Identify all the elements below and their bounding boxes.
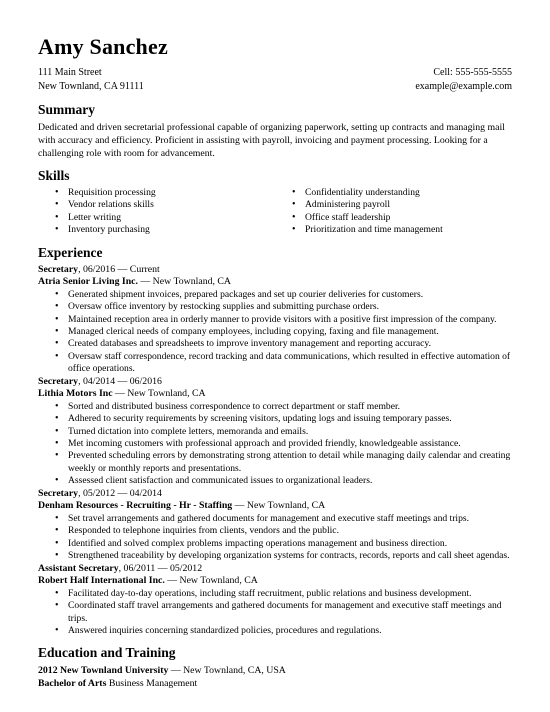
job-title: Assistant Secretary [38, 562, 119, 574]
job-dates: , 06/2016 — Current [78, 263, 160, 275]
job-bullet: • Sorted and distributed business correspondence to correct department or staff member. [38, 401, 512, 413]
job-title-line [38, 376, 512, 389]
job-title-line [38, 563, 512, 576]
job-entry [38, 264, 512, 376]
skill-item: • Vendor relations skills [38, 199, 275, 211]
education-school-line [38, 664, 512, 677]
degree-name: Bachelor of Arts [38, 678, 107, 690]
job-bullet: • Coordinated staff travel arrangements and gathered documents for management and executive staff meetings and trips. [38, 600, 512, 625]
skill-item: • Letter writing [38, 212, 275, 224]
job-entry [38, 376, 512, 488]
job-title: Secretary [38, 375, 79, 387]
skill-item: • Prioritization and time management [275, 224, 512, 236]
job-bullet: • Turned dictation into complete letters, memoranda and emails. [38, 426, 512, 438]
job-bullet: • Maintained reception area in orderly manner to provide visitors with a positive first impression of the company. [38, 314, 512, 326]
skills-list [38, 187, 512, 237]
contact-info [415, 66, 512, 94]
job-bullet: • Oversaw staff correspondence, record tracking and data communications, which resulted in effective automation of office operations. [38, 351, 512, 376]
phone-number: Cell: 555-555-5555 [433, 67, 512, 78]
education-degree-line [38, 677, 512, 690]
job-bullet: • Generated shipment invoices, prepared packages and set up courier deliveries for customers. [38, 289, 512, 301]
company-location: — New Townland, CA [164, 575, 258, 587]
job-bullet: • Strengthened traceability by developing organization systems for contracts, records, reports and call sheet agendas. [38, 550, 512, 562]
job-bullet: • Assessed client satisfaction and communicated issues to organizational leaders. [38, 475, 512, 487]
applicant-name: Amy Sanchez [38, 34, 168, 59]
street-address: 111 Main Street [38, 67, 102, 78]
job-bullets [38, 401, 512, 488]
job-bullet: • Managed clerical needs of company employees, including copying, faxing and file management. [38, 326, 512, 338]
job-bullet: • Prevented scheduling errors by demonstrating strong attention to detail while managing daily calendar and creating weekly or monthly reports and presentations. [38, 450, 512, 475]
city-address: New Townland, CA 91111 [38, 81, 144, 92]
skill-item: • Administering payroll [275, 199, 512, 211]
job-bullets [38, 588, 512, 638]
company-name: Denham Resources - Recruiting - Hr - Staffing [38, 500, 233, 512]
email-address: example@example.com [415, 81, 512, 92]
company-name: Robert Half International Inc. [38, 575, 165, 587]
skills-heading: Skills [38, 168, 70, 183]
job-bullets [38, 513, 512, 563]
job-company-line [38, 276, 512, 289]
job-bullet: • Facilitated day-to-day operations, including staff recruitment, public relations and business development. [38, 588, 512, 600]
company-name: Atria Senior Living Inc. [38, 276, 138, 288]
degree-field: Business Management [106, 678, 198, 690]
summary-text: Dedicated and driven secretarial professional capable of organizing paperwork, setting up contracts and managing mail with accuracy and efficiency. Proficient in assisting with payroll, invoicing and payment processing. Looking for a challenging role with room for advancement. [38, 122, 505, 159]
job-title-line [38, 488, 512, 501]
job-dates: , 05/2012 — 04/2014 [78, 487, 162, 499]
education-heading: Education and Training [38, 645, 176, 661]
job-company-line [38, 500, 512, 513]
job-bullet: • Met incoming customers with professional approach and provided friendly, knowledgeable assistance. [38, 438, 512, 450]
job-dates: , 04/2014 — 06/2016 [78, 375, 162, 387]
job-bullet: • Responded to telephone inquiries from clients, vendors and the public. [38, 525, 512, 537]
job-bullets [38, 289, 512, 376]
job-title: Secretary [38, 487, 79, 499]
job-bullet: • Answered inquiries concerning standardized policies, procedures and regulations. [38, 625, 512, 637]
job-bullet: • Oversaw office inventory by restocking supplies and submitting purchase orders. [38, 301, 512, 313]
job-bullet: • Created databases and spreadsheets to improve inventory management and reporting accuracy. [38, 338, 512, 350]
company-location: — New Townland, CA [232, 500, 326, 512]
job-title-line [38, 264, 512, 277]
skills-right-column [275, 187, 512, 237]
skill-item: • Inventory purchasing [38, 224, 275, 236]
school-location: — New Townland, CA, USA [168, 665, 286, 677]
experience-heading: Experience [38, 244, 103, 260]
job-bullet: • Set travel arrangements and gathered documents for management and executive staff meetings and trips. [38, 513, 512, 525]
skill-item: • Confidentiality understanding [275, 187, 512, 199]
skill-item: • Office staff leadership [275, 212, 512, 224]
job-entry [38, 488, 512, 563]
job-company-line [38, 575, 512, 588]
contact-block [38, 66, 512, 94]
company-location: — New Townland, CA [112, 388, 206, 400]
resume-page [38, 34, 512, 690]
company-location: — New Townland, CA [137, 276, 231, 288]
skills-left-column [38, 187, 275, 237]
address [38, 66, 144, 94]
job-bullet: • Adhered to security requirements by screening visitors, updating logs and issuing temporary passes. [38, 413, 512, 425]
job-entry [38, 563, 512, 638]
job-bullet: • Identified and solved complex problems impacting operations management and business direction. [38, 538, 512, 550]
company-name: Lithia Motors Inc [38, 388, 113, 400]
skill-item: • Requisition processing [38, 187, 275, 199]
job-company-line [38, 388, 512, 401]
job-title: Secretary [38, 263, 79, 275]
job-dates: , 06/2011 — 05/2012 [118, 562, 203, 574]
school-name: 2012 New Townland University [38, 665, 169, 677]
summary-heading: Summary [38, 102, 95, 117]
